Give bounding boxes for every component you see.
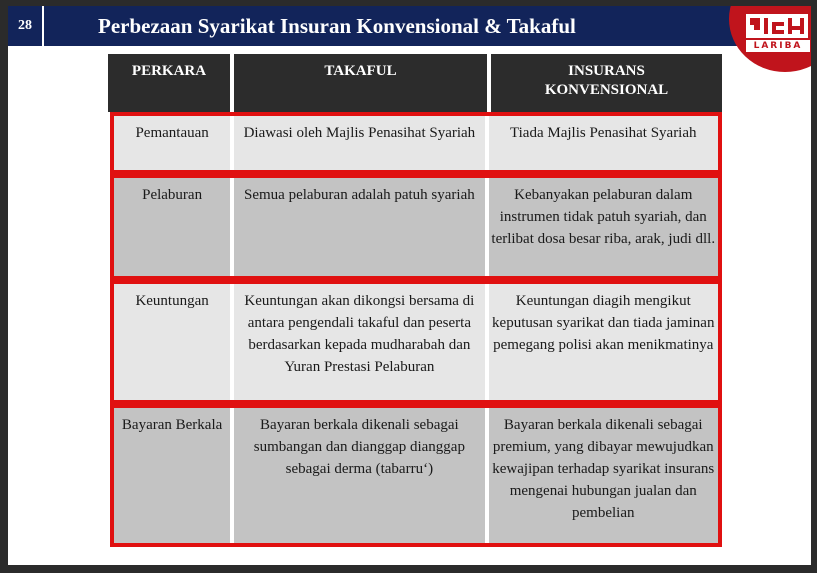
cell-insurans: Kebanyakan pelaburan dalam instrumen tidak patuh syariah, dan terlibat dosa besar riba, arak, judi dll. [489, 178, 718, 276]
cell-perkara: Keuntungan [114, 284, 230, 400]
header-insurans: INSURANS KONVENSIONAL [491, 54, 722, 112]
table-row [110, 404, 722, 547]
table-row [110, 112, 722, 174]
cell-takaful: Semua pelaburan adalah patuh syariah [234, 178, 484, 276]
logo-mark-icon [746, 14, 808, 38]
slide [8, 6, 811, 565]
cell-takaful: Keuntungan akan dikongsi bersama di antara pengendali takaful dan peserta berdasarkan kepada mudharabah dan Yuran Prestasi Pelaburan [234, 284, 484, 400]
cell-takaful: Diawasi oleh Majlis Penasihat Syariah [234, 116, 484, 170]
cell-insurans: Tiada Majlis Penasihat Syariah [489, 116, 718, 170]
comparison-table [108, 54, 722, 547]
table-row [110, 174, 722, 280]
page-number: 28 [8, 6, 44, 46]
cell-perkara: Bayaran Berkala [114, 408, 230, 543]
cell-insurans: Bayaran berkala dikenali sebagai premium, yang dibayar mewujudkan kewajipan terhadap syarikat insurans mengenai hubungan jualan dan pembelian [489, 408, 718, 543]
cell-insurans: Keuntungan diagih mengikut keputusan syarikat dan tiada jaminan pemegang polisi akan menikmatinya [489, 284, 718, 400]
header-perkara: PERKARA [108, 54, 230, 112]
cell-perkara: Pelaburan [114, 178, 230, 276]
table-row [110, 280, 722, 404]
cell-perkara: Pemantauan [114, 116, 230, 170]
header-takaful: TAKAFUL [234, 54, 487, 112]
logo-text: LARIBA [746, 40, 810, 52]
slide-title: Perbezaan Syarikat Insuran Konvensional & Takaful [98, 14, 576, 38]
header-bar [8, 6, 811, 46]
cell-takaful: Bayaran berkala dikenali sebagai sumbangan dan dianggap dianggap sebagai derma (tabarru‘) [234, 408, 484, 543]
table-header-row [108, 54, 722, 112]
